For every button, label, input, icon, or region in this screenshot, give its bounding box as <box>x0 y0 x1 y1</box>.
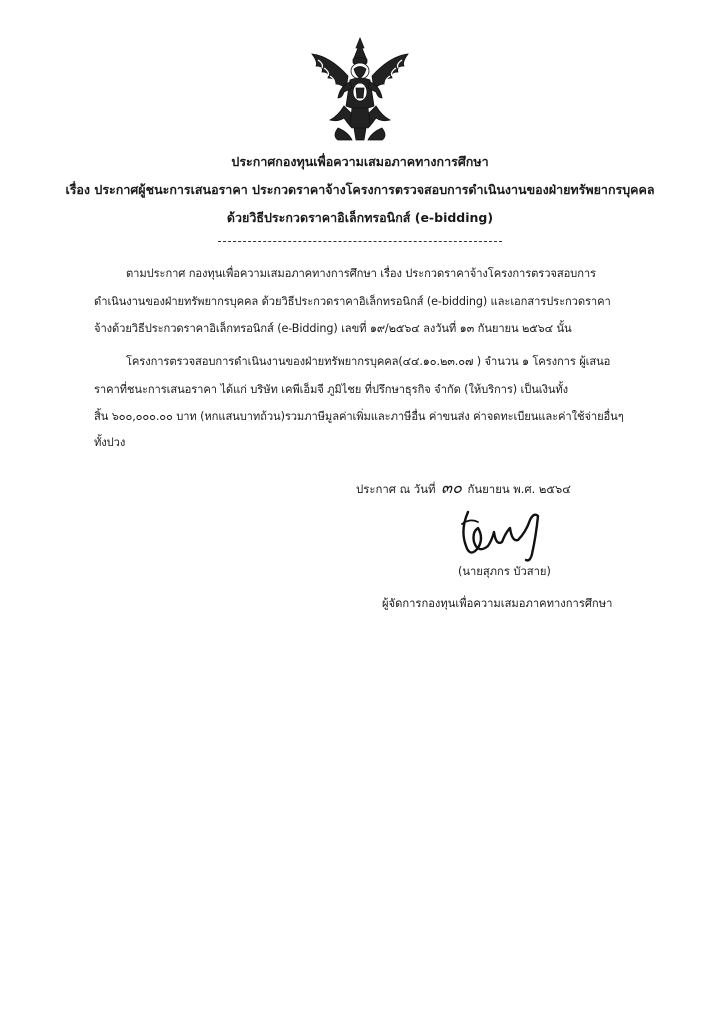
paragraph-2-line-2: ราคาที่ชนะการเสนอราคา ได้แก่ บริษัท เคพีเอ็มจี ภูมิไชย ที่ปรึกษาธุรกิจ จำกัด (ให้บริการ) เป็นเงินทั้ง <box>94 383 569 396</box>
paragraph-2-line-3: สิ้น ๖๐๐,๐๐๐.๐๐ บาท (หกแสนบาทถ้วน)รวมภาษีมูลค่าเพิ่มและภาษีอื่น ค่าขนส่ง ค่าจดทะเบียนและค่าใช้จ่ายอื่นๆ <box>94 410 624 423</box>
date-suffix: กันยายน พ.ศ. ๒๕๖๔ <box>467 482 571 496</box>
announcement-method: ด้วยวิธีประกวดราคาอิเล็กทรอนิกส์ (e-bidding) <box>226 210 494 225</box>
date-day: ๓๐ <box>441 478 462 497</box>
announcement-date <box>356 476 571 501</box>
garuda-emblem-icon <box>308 36 412 142</box>
handwritten-signature-icon <box>448 502 558 566</box>
signer-name: (นายสุภกร บัวสาย) <box>458 565 551 578</box>
paragraph-1-line-1: ตามประกาศ กองทุนเพื่อความเสมอภาคทางการศึกษา เรื่อง ประกวดราคาจ้างโครงการตรวจสอบการ <box>126 267 596 280</box>
announcement-title: ประกาศกองทุนเพื่อความเสมอภาคทางการศึกษา <box>231 154 489 169</box>
signer-position: ผู้จัดการกองทุนเพื่อความเสมอภาคทางการศึกษา <box>382 597 613 610</box>
paragraph-1-line-3: จ้างด้วยวิธีประกวดราคาอิเล็กทรอนิกส์ (e-Bidding) เลขที่ ๑๙/๒๕๖๔ ลงวันที่ ๑๓ กันยายน ๒๕๖๔ นั้น <box>94 322 572 335</box>
header-divider <box>218 241 502 242</box>
paragraph-2-line-4: ทั้งปวง <box>94 436 126 449</box>
announcement-subject: เรื่อง ประกาศผู้ชนะการเสนอราคา ประกวดราคาจ้างโครงการตรวจสอบการดำเนินงานของฝ่ายทรัพยากรบุคคล <box>65 182 655 197</box>
paragraph-2-line-1: โครงการตรวจสอบการดำเนินงานของฝ่ายทรัพยากรบุคคล(๔๔.๑๐.๒๓.๐๗ ) จำนวน ๑ โครงการ ผู้เสนอ <box>126 355 611 368</box>
date-prefix: ประกาศ ณ วันที่ <box>356 482 436 496</box>
paragraph-1-line-2: ดำเนินงานของฝ่ายทรัพยากรบุคคล ด้วยวิธีประกวดราคาอิเล็กทรอนิกส์ (e-bidding) และเอกสารประกวดราคา <box>94 295 611 308</box>
